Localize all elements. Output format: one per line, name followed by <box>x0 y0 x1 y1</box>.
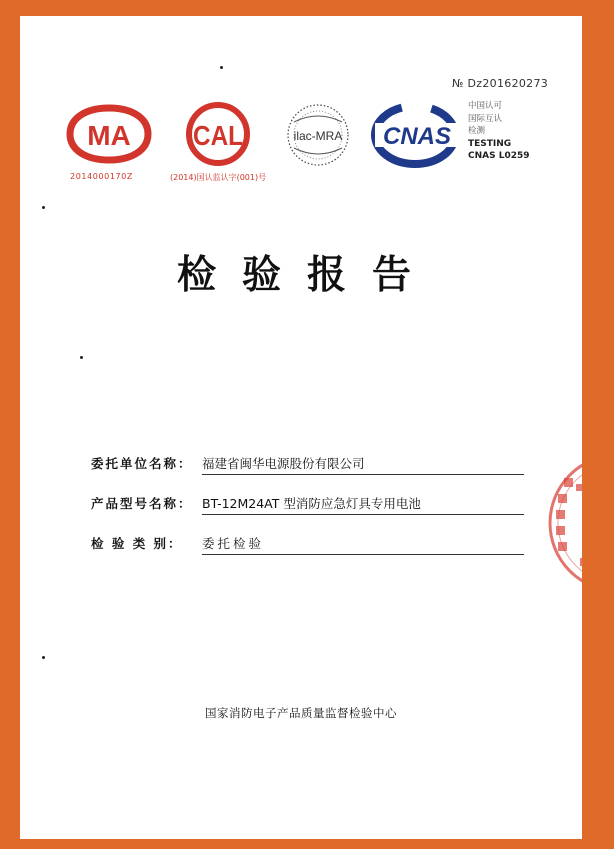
official-seal-icon <box>538 448 582 602</box>
cal-code: (2014)国认监认字(001)号 <box>170 173 267 182</box>
field-value-client: 福建省闽华电源股份有限公司 <box>202 454 524 475</box>
cnas-text: CNAS <box>382 123 452 150</box>
cnas-line: 检测 <box>468 126 486 136</box>
cal-logo-icon <box>180 100 256 168</box>
cal-text: CAL <box>193 120 243 151</box>
cnas-logo-icon <box>371 102 463 168</box>
cnas-line: 国际互认 <box>468 113 503 124</box>
field-label-client: 委托单位名称： <box>91 456 193 471</box>
speck <box>80 356 83 359</box>
field-label-inspection-type: 检 验 类 别： <box>91 536 183 551</box>
cma-logo-icon <box>64 102 154 166</box>
field-value-inspection-type: 委托检验 <box>202 534 524 555</box>
ma-text: MA <box>87 120 131 151</box>
ilac-mra-logo-icon <box>280 100 356 170</box>
field-label-product: 产品型号名称： <box>91 496 193 511</box>
cnas-line: TESTING <box>468 138 512 149</box>
report-cover <box>20 16 582 839</box>
speck <box>42 656 45 659</box>
field-value-product: BT-12M24AT 型消防应急灯具专用电池 <box>202 494 524 515</box>
cma-code: 2014000170Z <box>70 172 133 181</box>
report-number: № Dz201620273 <box>452 77 549 90</box>
cnas-line: 中国认可 <box>468 101 503 111</box>
document-title: 检验报告 <box>176 253 437 298</box>
issuing-organization: 国家消防电子产品质量监督检验中心 <box>205 706 397 720</box>
speck <box>42 206 45 209</box>
cnas-line: CNAS L0259 <box>468 151 530 161</box>
ilac-text: ilac-MRA <box>293 129 343 143</box>
cnas-accreditation-text <box>468 100 530 163</box>
speck <box>220 66 223 69</box>
